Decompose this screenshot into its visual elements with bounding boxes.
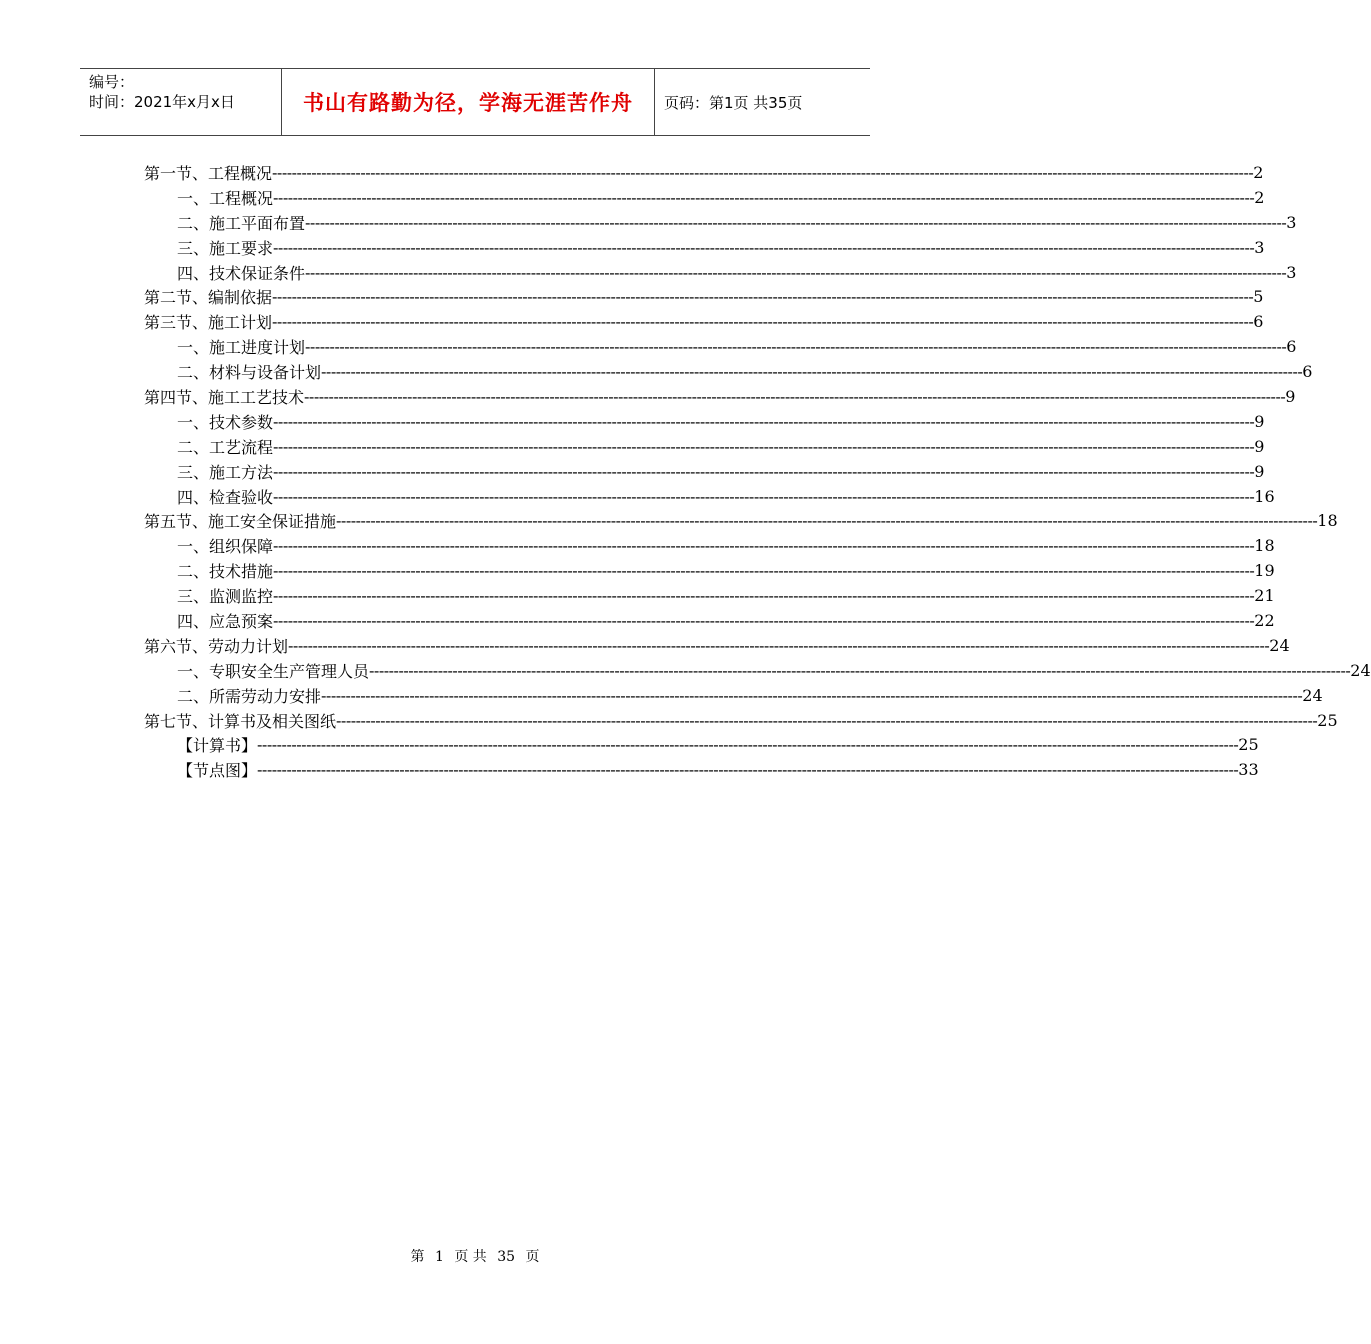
toc-entry-page: 5 (1253, 287, 1264, 307)
toc-entry-page: 24 (1350, 660, 1371, 680)
toc-entry[interactable] (144, 309, 1264, 334)
toc-entry[interactable] (144, 484, 1275, 509)
toc-leader-dots: -------------------------------------------------------------------------------------------------------------------------------------------------------------------------------------------------------- (272, 162, 1254, 182)
toc-entry-page: 18 (1317, 511, 1338, 531)
toc-entry[interactable] (144, 459, 1265, 484)
toc-entry-page: 25 (1317, 710, 1338, 730)
toc-leader-dots: -------------------------------------------------------------------------------------------------------------------------------------------------------------------------------------------------------- (273, 561, 1255, 581)
toc-entry-page: 6 (1302, 362, 1313, 382)
toc-entry[interactable] (144, 633, 1290, 658)
toc-entry-label: 第六节、劳动力计划 (144, 636, 289, 656)
toc-leader-dots: -------------------------------------------------------------------------------------------------------------------------------------------------------------------------------------------------------- (257, 760, 1239, 780)
toc-entry-label: 一、组织保障 (177, 537, 274, 557)
toc-entry[interactable] (144, 658, 1371, 683)
toc-entry-page: 6 (1253, 312, 1264, 332)
toc-entry[interactable] (144, 732, 1259, 757)
toc-entry-label: 二、技术措施 (177, 562, 274, 582)
toc-entry-label: 二、材料与设备计划 (177, 363, 322, 383)
toc-entry-label: 三、施工要求 (177, 238, 274, 258)
toc-entry-label: 第七节、计算书及相关图纸 (144, 711, 337, 731)
toc-entry-page: 9 (1285, 386, 1296, 406)
toc-entry-label: 第五节、施工安全保证措施 (144, 512, 337, 532)
toc-entry[interactable] (144, 334, 1297, 359)
toc-entry-label: 第二节、编制依据 (144, 288, 273, 308)
toc-entry-label: 第一节、工程概况 (144, 163, 273, 183)
toc-entry-label: 一、技术参数 (177, 412, 274, 432)
toc-entry[interactable] (144, 508, 1338, 533)
toc-entry-page: 3 (1286, 212, 1297, 232)
toc-entry-page: 33 (1238, 760, 1259, 780)
toc-entry-page: 24 (1302, 685, 1323, 705)
toc-entry-page: 2 (1254, 187, 1265, 207)
toc-entry[interactable] (144, 558, 1275, 583)
toc-entry[interactable] (144, 608, 1275, 633)
toc-leader-dots: -------------------------------------------------------------------------------------------------------------------------------------------------------------------------------------------------------- (336, 710, 1318, 730)
toc-leader-dots: -------------------------------------------------------------------------------------------------------------------------------------------------------------------------------------------------------- (369, 660, 1351, 680)
toc-entry-page: 19 (1254, 561, 1275, 581)
toc-entry[interactable] (144, 533, 1275, 558)
toc-entry-label: 一、专职安全生产管理人员 (177, 661, 370, 681)
toc-entry-label: 第三节、施工计划 (144, 313, 273, 333)
toc-entry-page: 9 (1254, 461, 1265, 481)
toc-entry-page: 21 (1254, 586, 1275, 606)
toc-leader-dots: -------------------------------------------------------------------------------------------------------------------------------------------------------------------------------------------------------- (273, 461, 1255, 481)
toc-leader-dots: -------------------------------------------------------------------------------------------------------------------------------------------------------------------------------------------------------- (304, 386, 1286, 406)
toc-entry-label: 【节点图】 (177, 761, 258, 781)
toc-entry-label: 四、应急预案 (177, 611, 274, 631)
toc-leader-dots: -------------------------------------------------------------------------------------------------------------------------------------------------------------------------------------------------------- (288, 635, 1270, 655)
toc-leader-dots: -------------------------------------------------------------------------------------------------------------------------------------------------------------------------------------------------------- (273, 486, 1255, 506)
toc-entry-label: 三、监测监控 (177, 587, 274, 607)
toc-entry-label: 二、所需劳动力安排 (177, 686, 322, 706)
toc-entry-label: 一、工程概况 (177, 188, 274, 208)
toc-entry-page: 18 (1254, 536, 1275, 556)
toc-entry[interactable] (144, 185, 1265, 210)
toc-entry-page: 16 (1254, 486, 1275, 506)
toc-entry-page: 2 (1253, 162, 1264, 182)
toc-entry[interactable] (144, 384, 1296, 409)
toc-leader-dots: -------------------------------------------------------------------------------------------------------------------------------------------------------------------------------------------------------- (273, 536, 1255, 556)
toc-entry-page: 9 (1254, 436, 1265, 456)
toc-entry[interactable] (144, 434, 1265, 459)
toc-leader-dots: -------------------------------------------------------------------------------------------------------------------------------------------------------------------------------------------------------- (305, 337, 1287, 357)
toc-leader-dots: -------------------------------------------------------------------------------------------------------------------------------------------------------------------------------------------------------- (273, 411, 1255, 431)
toc-entry-label: 三、施工方法 (177, 462, 274, 482)
toc-leader-dots: -------------------------------------------------------------------------------------------------------------------------------------------------------------------------------------------------------- (321, 685, 1303, 705)
toc-entry-label: 【计算书】 (177, 736, 258, 756)
header-page-cell (655, 69, 870, 135)
toc-entry-label: 一、施工进度计划 (177, 338, 306, 358)
toc-entry-label: 二、工艺流程 (177, 437, 274, 457)
toc-entry[interactable] (144, 583, 1275, 608)
page-header (80, 68, 870, 136)
toc-entry-page: 24 (1269, 635, 1290, 655)
toc-leader-dots: -------------------------------------------------------------------------------------------------------------------------------------------------------------------------------------------------------- (272, 312, 1254, 332)
toc-entry-page: 6 (1286, 337, 1297, 357)
toc-entry-page: 3 (1254, 237, 1265, 257)
toc-leader-dots: -------------------------------------------------------------------------------------------------------------------------------------------------------------------------------------------------------- (273, 237, 1255, 257)
toc-leader-dots: -------------------------------------------------------------------------------------------------------------------------------------------------------------------------------------------------------- (273, 586, 1255, 606)
toc-leader-dots: -------------------------------------------------------------------------------------------------------------------------------------------------------------------------------------------------------- (321, 362, 1303, 382)
toc-entry-page: 9 (1254, 411, 1265, 431)
toc-entry[interactable] (144, 757, 1259, 782)
header-page-label: 页码：第1页 共35页 (664, 93, 803, 112)
toc-entry-page: 22 (1254, 610, 1275, 630)
footer-prefix: 第 (410, 1249, 425, 1265)
toc-entry-label: 二、施工平面布置 (177, 213, 306, 233)
toc-entry[interactable] (144, 409, 1265, 434)
toc-leader-dots: -------------------------------------------------------------------------------------------------------------------------------------------------------------------------------------------------------- (336, 511, 1318, 531)
table-of-contents (144, 160, 1371, 782)
toc-leader-dots: -------------------------------------------------------------------------------------------------------------------------------------------------------------------------------------------------------- (305, 212, 1287, 232)
toc-entry[interactable] (144, 210, 1297, 235)
header-motto-cell (282, 69, 655, 135)
page-footer (0, 1246, 950, 1266)
document-date-label: 时间：2021年x月x日 (89, 93, 235, 111)
toc-entry[interactable] (144, 260, 1297, 285)
footer-total-pages: 35 (497, 1249, 516, 1265)
toc-leader-dots: -------------------------------------------------------------------------------------------------------------------------------------------------------------------------------------------------------- (273, 187, 1255, 207)
toc-entry[interactable] (144, 235, 1265, 260)
toc-entry-label: 四、技术保证条件 (177, 263, 306, 283)
toc-leader-dots: -------------------------------------------------------------------------------------------------------------------------------------------------------------------------------------------------------- (273, 436, 1255, 456)
toc-entry-label: 四、检查验收 (177, 487, 274, 507)
toc-leader-dots: -------------------------------------------------------------------------------------------------------------------------------------------------------------------------------------------------------- (273, 610, 1255, 630)
toc-leader-dots: -------------------------------------------------------------------------------------------------------------------------------------------------------------------------------------------------------- (305, 262, 1287, 282)
toc-entry[interactable] (144, 359, 1313, 384)
toc-entry-page: 3 (1286, 262, 1297, 282)
toc-entry-label: 第四节、施工工艺技术 (144, 387, 305, 407)
header-motto: 书山有路勤为径，学海无涯苦作舟 (303, 91, 633, 115)
footer-mid: 页 共 (454, 1249, 487, 1265)
toc-entry-page: 25 (1238, 735, 1259, 755)
footer-current-page: 1 (434, 1249, 444, 1265)
toc-entry[interactable] (144, 683, 1323, 708)
toc-entry[interactable] (144, 160, 1264, 185)
document-number-label: 编号： (89, 73, 135, 91)
toc-leader-dots: -------------------------------------------------------------------------------------------------------------------------------------------------------------------------------------------------------- (272, 287, 1254, 307)
footer-suffix: 页 (525, 1249, 540, 1265)
toc-leader-dots: -------------------------------------------------------------------------------------------------------------------------------------------------------------------------------------------------------- (257, 735, 1239, 755)
toc-entry[interactable] (144, 284, 1264, 309)
header-meta (80, 69, 282, 135)
toc-entry[interactable] (144, 708, 1338, 733)
